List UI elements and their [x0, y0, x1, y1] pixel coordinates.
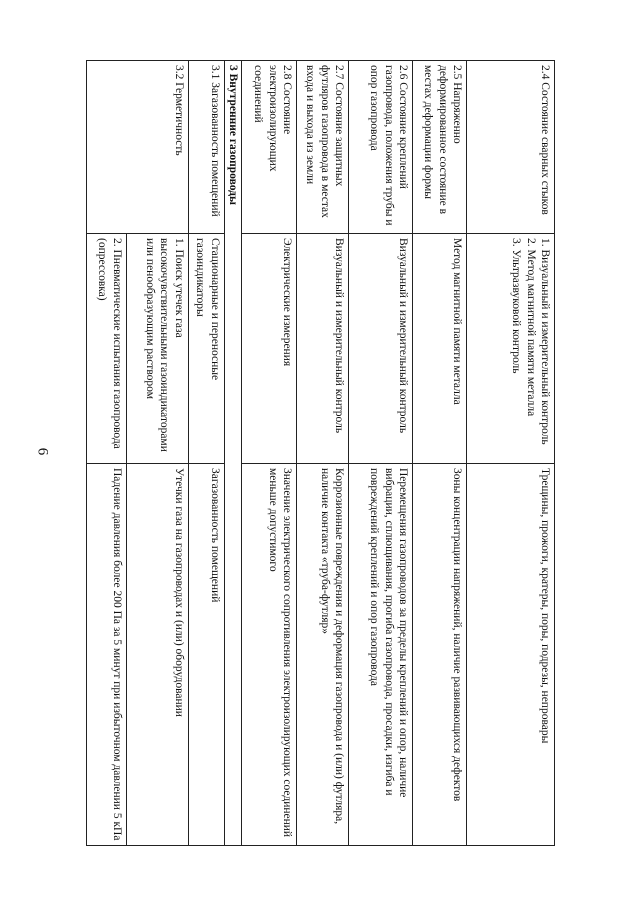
table-row	[242, 61, 297, 846]
method-cell	[349, 234, 413, 464]
rotated-page	[90, 60, 555, 845]
method-line: 2. Метод магнитной памяти металла	[524, 238, 537, 417]
page-number: 6	[34, 447, 51, 456]
section-row	[224, 61, 241, 846]
method-cell	[242, 234, 297, 464]
defect-cell: Трещины, прожоги, кратеры, поры, подрезы, непровары	[467, 464, 555, 846]
method-line: Визуальный и измерительный контроль	[397, 238, 409, 434]
inspection-table	[86, 60, 555, 846]
parameter-cell: 2.7 Состояние защитных футляров газопровода в местах входа и выхода из земли	[297, 61, 349, 234]
defect-cell: Загазованность помещений	[188, 464, 224, 846]
method-cell: 1. Поиск утечек газа высокочувствительными газоиндикаторами или пенообразующим раствором	[126, 234, 188, 464]
defect-cell: Падение давления более 200 Па за 5 минут при избыточном давлении 5 кПа	[86, 464, 126, 846]
defect-cell: Утечки газа на газопроводах и (или) оборудовании	[126, 464, 188, 846]
defect-cell: Коррозионные повреждения и деформация газопровода и (или) футляра, наличие контакта «труба-футляр»	[297, 464, 349, 846]
defect-cell: Перемещения газопроводов за пределы креплений и опор, наличие вибрации, сплющивания, прогиба газопровода, просадки, изгиба и повреждений креплений и опор газопровода	[349, 464, 413, 846]
defect-cell: Зоны концентрации напряжений, наличие развивающихся дефектов	[413, 464, 467, 846]
method-line: 3. Ультразвуковой контроль	[510, 238, 523, 374]
table-row	[126, 61, 188, 846]
method-line: Метод магнитной памяти металла	[451, 238, 463, 405]
parameter-cell: 2.8 Состояние электроизолирующих соединений	[242, 61, 297, 234]
table-row	[413, 61, 467, 846]
defect-cell: Значение электрического сопротивления электроизолирующих соединений меньше допустимого	[242, 464, 297, 846]
parameter-cell: 3.1 Загазованность помещений	[188, 61, 224, 234]
method-line: Стационарные и переносные газоиндикаторы	[194, 238, 221, 381]
table-row	[188, 61, 224, 846]
method-line: Визуальный и измерительный контроль	[333, 238, 345, 434]
table-row	[297, 61, 349, 846]
parameter-cell: 3.2 Герметичность	[86, 61, 188, 234]
parameter-cell: 2.5 Напряженно деформированное состояние в местах деформации формы	[413, 61, 467, 234]
method-line: 1. Визуальный и измерительный контроль	[539, 238, 551, 445]
method-cell: 2. Пневматические испытания газопровода (опрессовка)	[86, 234, 126, 464]
method-cell	[413, 234, 467, 464]
parameter-cell: 2.4 Состояние сварных стыков	[467, 61, 555, 234]
method-line: Электрические измерения	[281, 238, 293, 367]
method-cell	[467, 234, 555, 464]
parameter-cell: 2.6 Состояние креплений газопровода, положения трубы и опор газопровода	[349, 61, 413, 234]
method-cell	[297, 234, 349, 464]
table-row	[467, 61, 555, 846]
method-cell	[188, 234, 224, 464]
table-row	[349, 61, 413, 846]
section-heading: 3 Внутренние газопроводы	[224, 61, 241, 846]
